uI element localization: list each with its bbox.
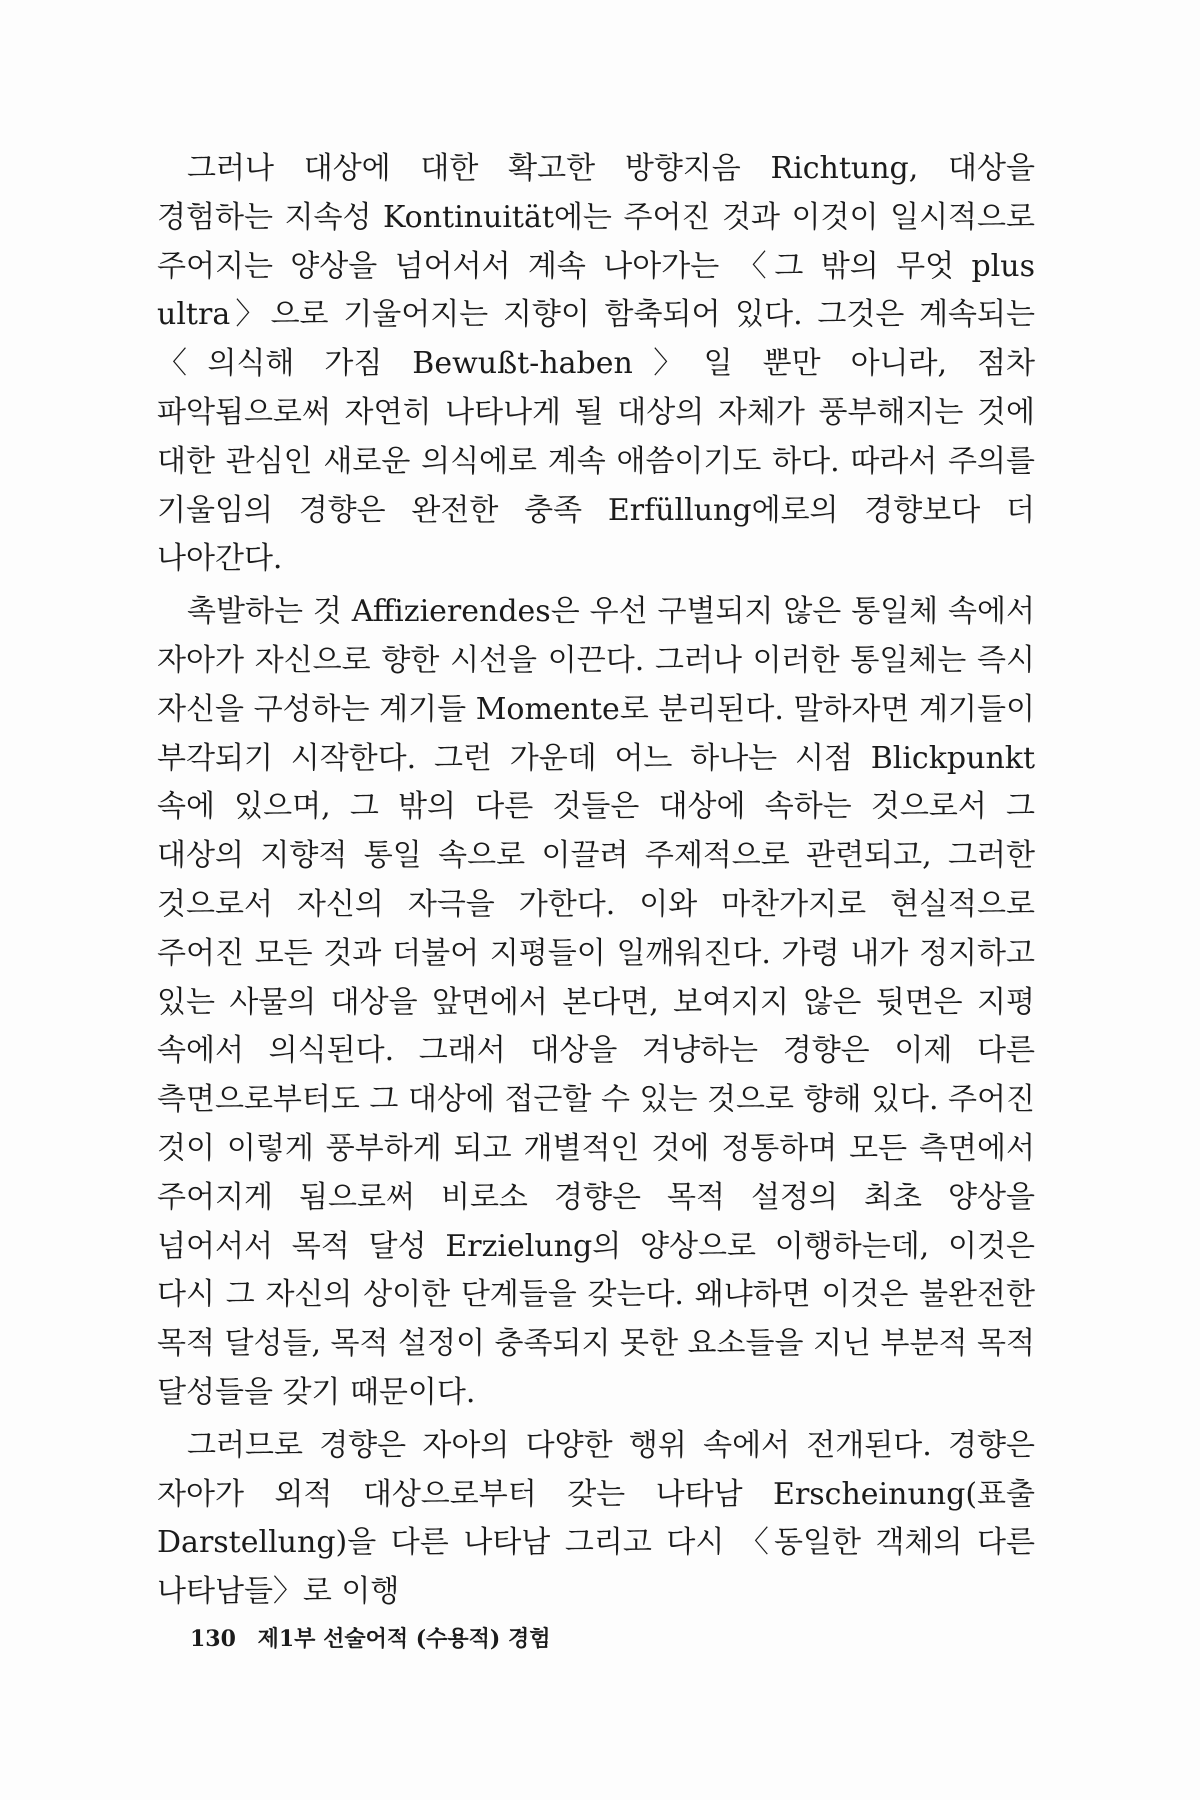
paragraph-2: 촉발하는 것 Affizierendes은 우선 구별되지 않은 통일체 속에서 자아가 자신으로 향한 시선을 이끈다. 그러나 이러한 통일체는 즉시 자신을 구성하는 계기들 Momente로 분리된다. 말하자면 계기들이 부각되기 시작한다. 그런 가운데 어느 하나는 시점 Blickpunkt 속에 있으며, 그 밖의 다른 것들은 대상에 속하는 것으로서 그 대상의 지향적 통일 속으로 이끌려 주제적으로 관련되고, 그러한 것으로서 자신의 자극을 가한다. 이와 마찬가지로 현실적으로 주어진 모든 것과 더불어 지평들이 일깨워진다. 가령 내가 정지하고 있는 사물의 대상을 앞면에서 본다면, 보여지지 않은 뒷면은 지평 속에서 의식된다. 그래서 대상을 겨냥하는 경향은 이제 다른 측면으로부터도 그 대상에 접근할 수 있는 것으로 향해 있다. 주어진 것이 이렇게 풍부하게 되고 개별적인 것에 정통하며 모든 측면에서 주어지게 됨으로써 비로소 경향은 목적 설정의 최초 양상을 넘어서서 목적 달성 Erzielung의 양상으로 이행하는데, 이것은 다시 그 자신의 상이한 단계들을 갖는다. 왜냐하면 이것은 불완전한 목적 달성들, 목적 설정이 충족되지 못한 요소들을 지닌 부분적 목적 달성들을 갖기 때문이다. [157, 594, 1035, 1410]
paragraph-1: 그러나 대상에 대한 확고한 방향지음 Richtung, 대상을 경험하는 지속성 Kontinuität에는 주어진 것과 이것이 일시적으로 주어지는 양상을 넘어서서 계속 나아가는 〈그 밖의 무엇 plus ultra〉으로 기울어지는 지향이 함축되어 있다. 그것은 계속되는 〈의식해 가짐 Bewußt-haben〉일 뿐만 아니라, 점차 파악됨으로써 자연히 나타나게 될 대상의 자체가 풍부해지는 것에 대한 관심인 새로운 의식에로 계속 애씀이기도 하다. 따라서 주의를 기울임의 경향은 완전한 충족 Erfüllung에로의 경향보다 더 나아간다. [157, 151, 1035, 577]
paragraph-3: 그러므로 경향은 자아의 다양한 행위 속에서 전개된다. 경향은 자아가 외적 대상으로부터 갖는 나타남 Erscheinung(표출 Darstellung)을 다른 나타남 그리고 다시 〈동일한 객체의 다른 나타남들〉로 이행 [157, 1427, 1035, 1610]
page-footer [190, 1622, 551, 1653]
running-footer-title: 제1부 선술어적 (수용적) 경험 [257, 1626, 551, 1652]
page-number: 130 [190, 1626, 236, 1652]
body-text [157, 145, 1035, 1617]
